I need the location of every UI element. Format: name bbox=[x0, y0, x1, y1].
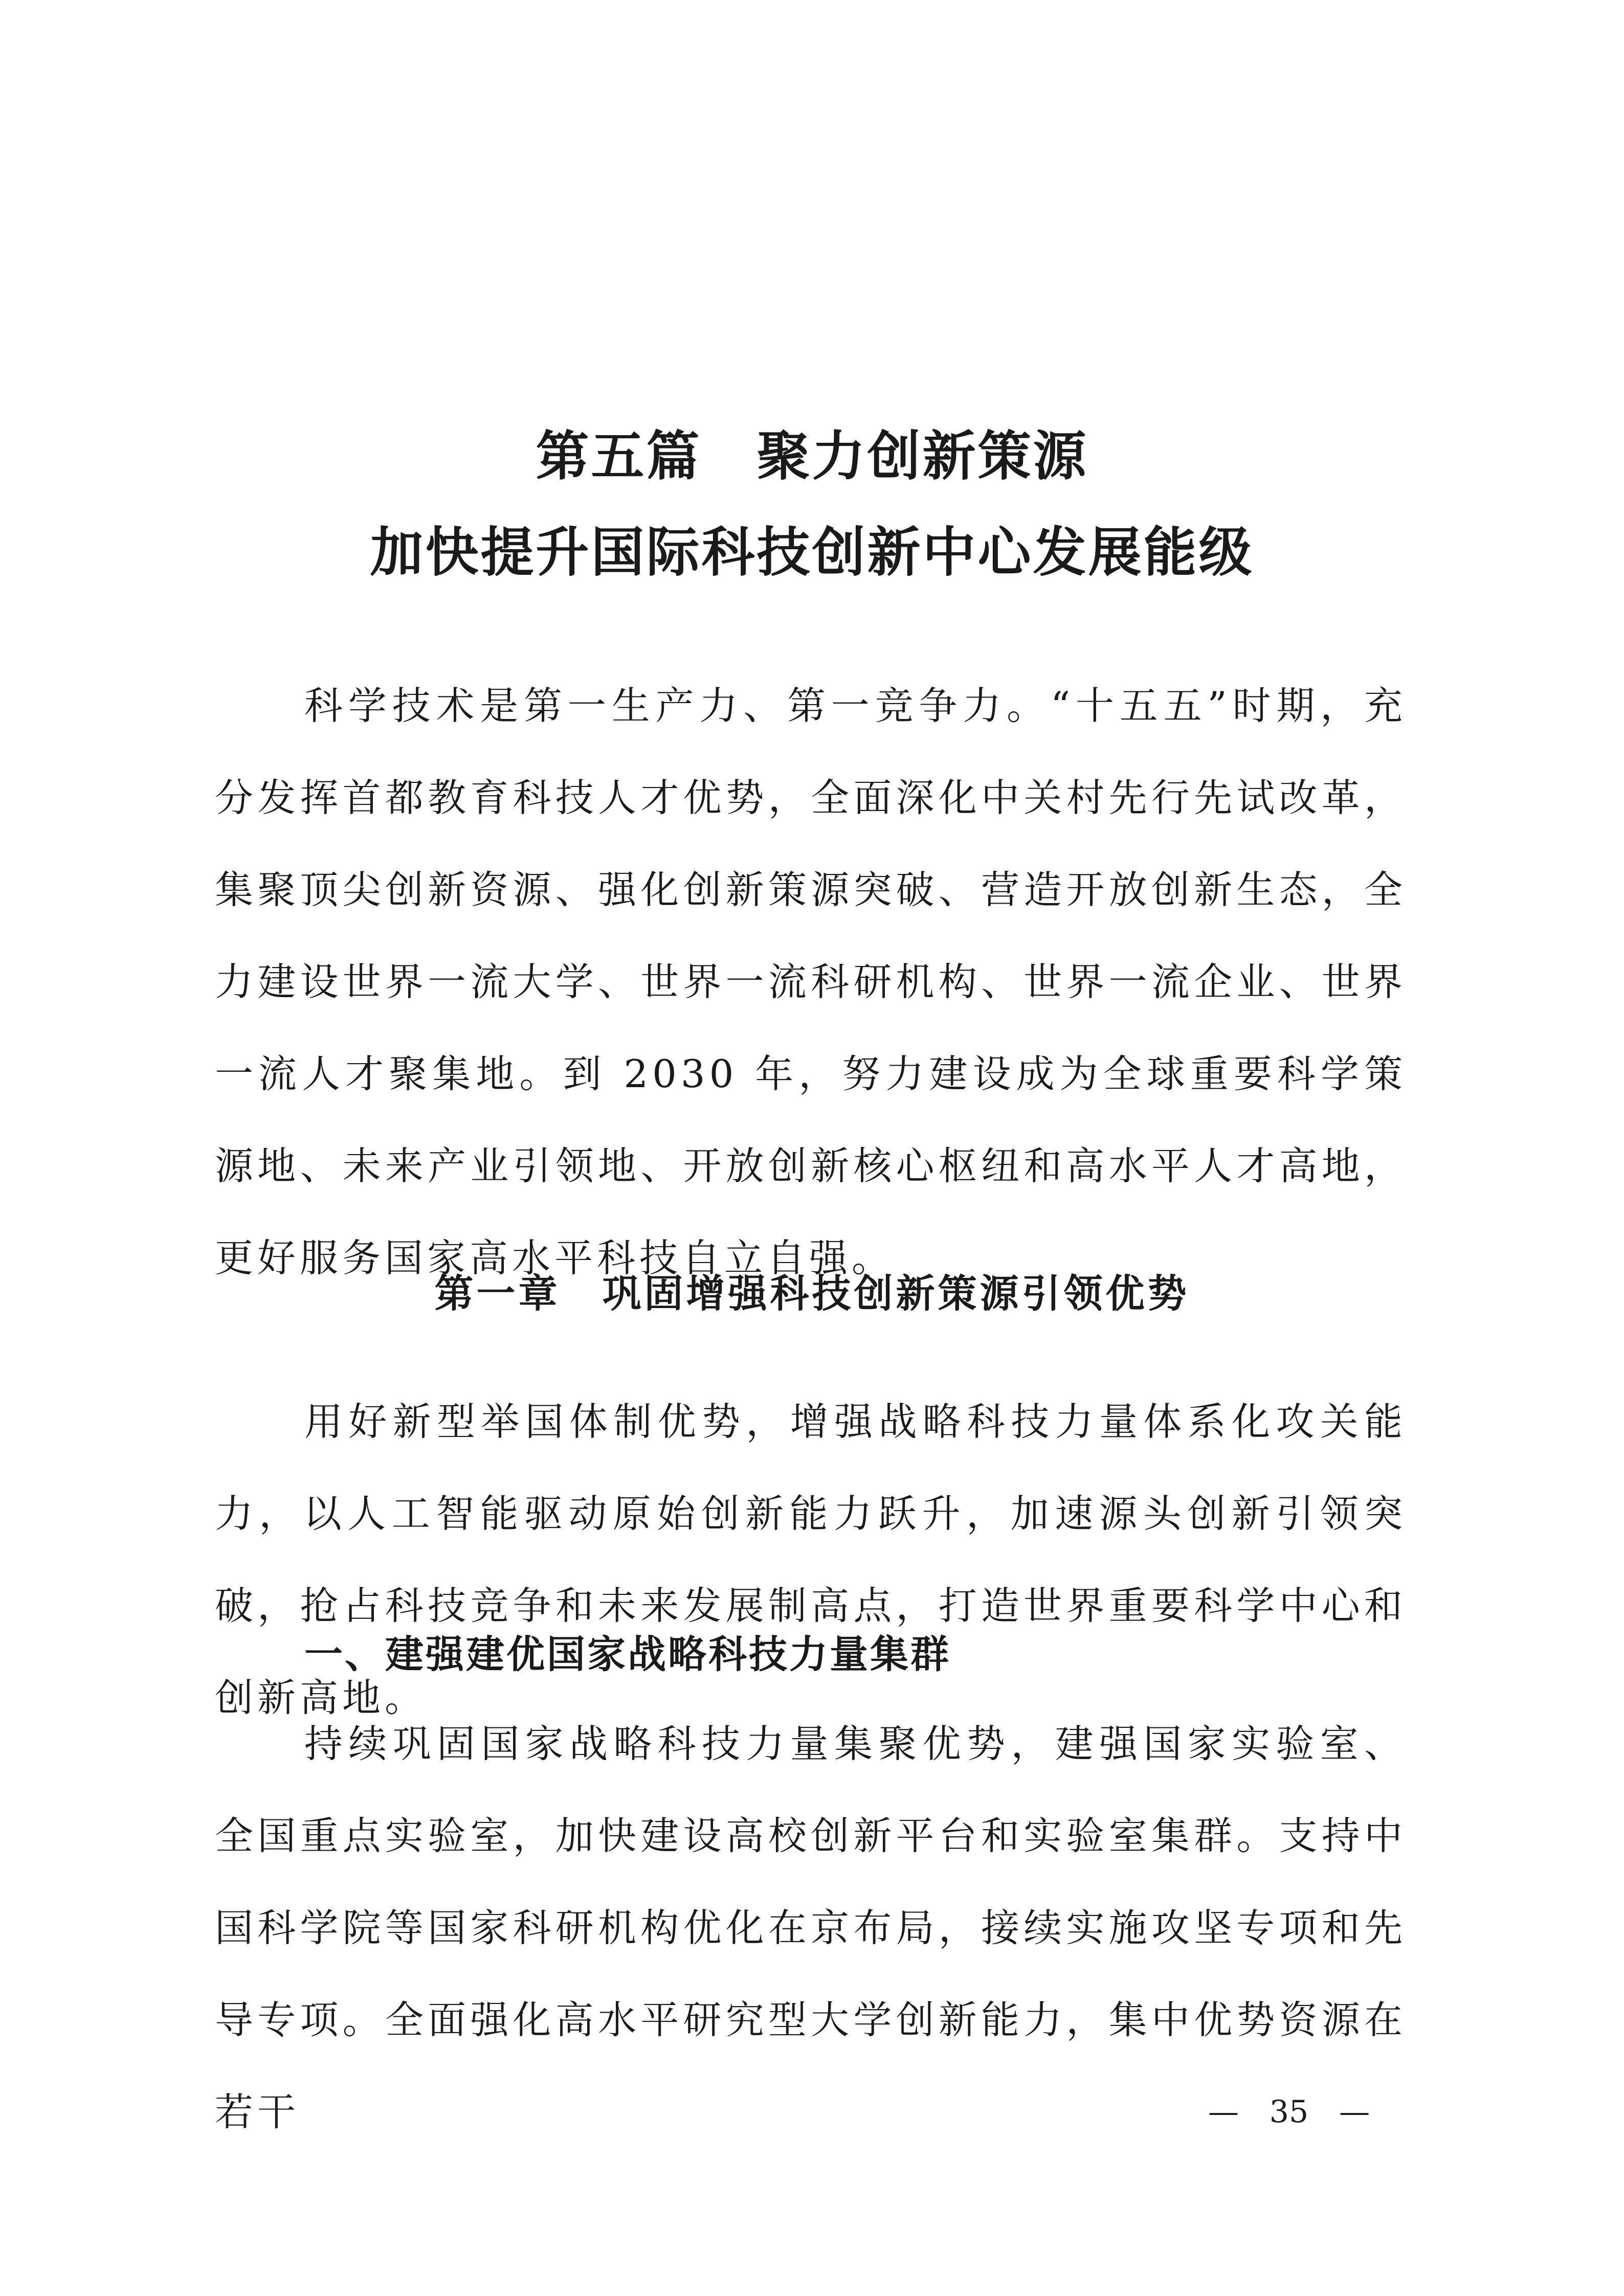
intro-paragraph: 科学技术是第一生产力、第一竞争力。“十五五”时期，充分发挥首都教育科技人才优势，全面深化中关村先行先试改革，集聚顶尖创新资源、强化创新策源突破、营造开放创新生态，全力建设世界一流大学、世界一流科研机构、世界一流企业、世界一流人才聚集地。到 2030 年，努力建设成为全球重要科学策源地、未来产业引领地、开放创新核心枢纽和高水平人才高地，更好服务国家高水平科技自立自强。 bbox=[215, 683, 1407, 1280]
chapter-intro-paragraph: 用好新型举国体制优势，增强战略科技力量体系化攻关能力，以人工智能驱动原始创新能力跃升，加速源头创新引领突破，抢占科技竞争和未来发展制高点，打造世界重要科学中心和创新高地。 bbox=[215, 1399, 1407, 1720]
section-heading: 一、建强建优国家战略科技力量集群 bbox=[304, 1632, 951, 1677]
part-title-line-2: 加快提升国际科技创新中心发展能级 bbox=[370, 521, 1254, 583]
chapter-title: 第一章 巩固增强科技创新策源引领优势 bbox=[434, 1271, 1190, 1316]
section-body-paragraph: 持续巩固国家战略科技力量集聚优势，建强国家实验室、全国重点实验室，加快建设高校创新平台和实验室集群。支持中国科学院等国家科研机构优化在京布局，接续实施攻坚专项和先导专项。全面强化高水平研究型大学创新能力，集中优势资源在若干 bbox=[215, 1721, 1407, 2134]
page-number: — 35 — bbox=[1208, 2094, 1370, 2130]
part-title-line-1: 第五篇 聚力创新策源 bbox=[536, 424, 1088, 487]
